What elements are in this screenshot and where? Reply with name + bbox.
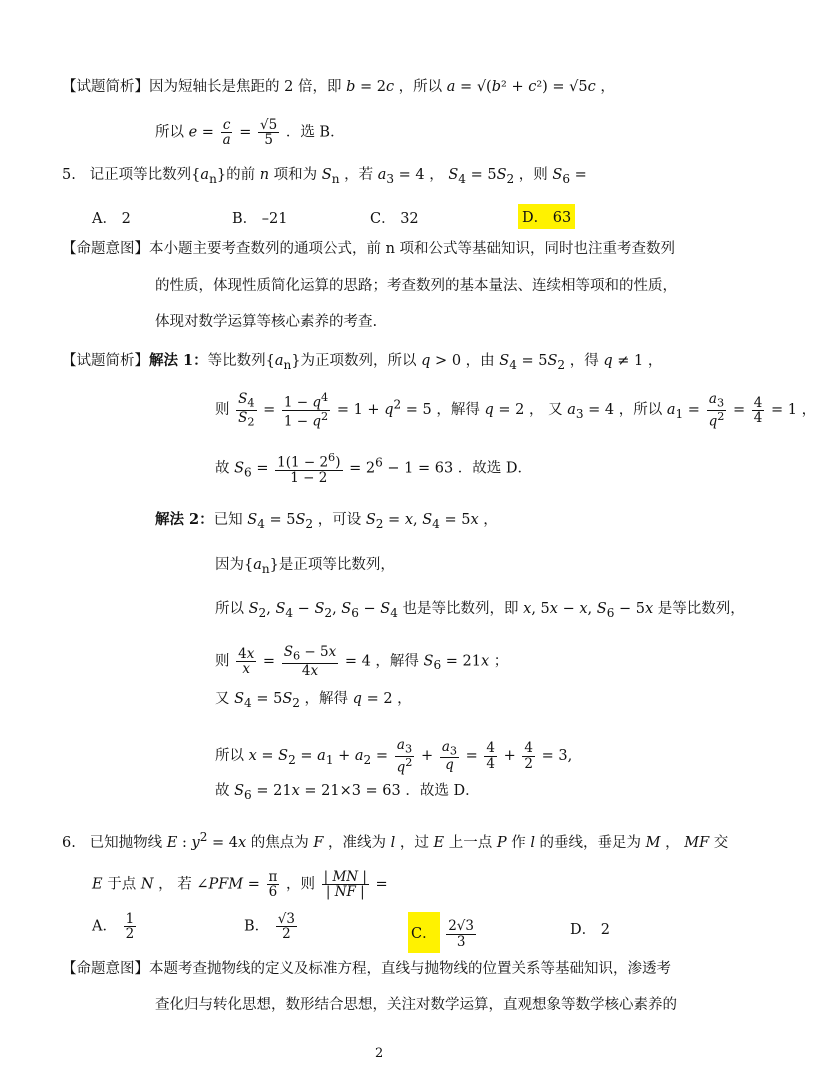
q5-option-d-answer: D． 63 (518, 204, 575, 229)
q6-number: 6. (62, 834, 76, 851)
method2-label: 解法 2： (155, 511, 214, 528)
q6-option-c-answer: C． $\frac{2√3}{3}$ (408, 912, 478, 953)
q5-intent-line1: 【命题意图】本小题主要考查数列的通项公式，前 n 项和公式等基础知识，同时也注重考查数列 (62, 241, 676, 257)
q6-option-d: D． 2 (570, 922, 610, 938)
q5-option-a: A． 2 (92, 211, 131, 227)
q5-method2-line2: 因为$\{a_n\}$是正项等比数列， (215, 557, 395, 576)
q5-method2-line6: 所以 $x = S_2 = a_1 + a_2$ = $\frac{a_3}{q^2}$ + $\frac{a_3}{q}$ = $\frac{4}{4}$ + $\frac{4}{2}$ = 3, (215, 737, 573, 775)
method1-label: 解法 1： (149, 352, 208, 369)
q6-intent-line2: 查化归与转化思想，数形结合思想，关注对数学运算，直观想象等数学核心素养的 (155, 997, 677, 1013)
intent-label: 【命题意图】 (62, 241, 149, 257)
q5-intent-line2: 的性质，体现性质简化运算的思路；考查数列的基本量法、连续相等项和的性质， (155, 278, 677, 294)
analysis-label: 【试题简析】 (62, 79, 149, 95)
q6-option-b: B． $\frac{√3}{2}$ (244, 911, 295, 943)
q6-intent-line1: 【命题意图】本题考查抛物线的定义及标准方程，直线与抛物线的位置关系等基础知识，渗透考 (62, 961, 671, 977)
q6-stem-line2: E 于点 N ， 若 ∠PFM = $\frac{\pi}{6}$ ，则 $\frac{| MN |}{| NF |}$ = (92, 869, 388, 901)
q5-number: 5. (62, 167, 76, 183)
q5-option-b: B． –21 (232, 211, 288, 227)
q5-option-c: C． 32 (370, 211, 419, 227)
q5-method2-line4: 则 $\frac{4x}{x}$ = $\frac{S_6 - 5x}{4x}$ = 4 ，解得 $S_6 = 21x$ ； (215, 644, 509, 679)
q5-method2-line3: 所以 $S_2$, $S_4 - S_2$, $S_6 - S_4$ 也是等比数列，即 x, 5x − x, $S_6 - 5x$ 是等比数列， (215, 601, 745, 620)
page-number: 2 (375, 1046, 384, 1061)
q6-stem-line1: 6. 已知抛物线 E : $y^2 = 4x$ 的焦点为 F ，准线为 l ，过 E 上一点 P 作 l 的垂线，垂足为 M ， MF 交 (62, 830, 729, 851)
q5-method2-line7: 故 $S_6 = 21x = 21\times 3 = 63$ ．故选 D． (215, 783, 480, 802)
q5-method1-line3: 故 $S_6$ = $\frac{1(1 - 2^6)}{1 - 2}$ = $2^6 - 1 = 63$ ．故选 D． (215, 451, 533, 486)
q6-option-a: A． $\frac{1}{2}$ (92, 911, 135, 943)
q5-method1-line1: 【试题简析】解法 1：等比数列$\{a_n\}$为正项数列，所以 q > 0 ，由 $S_4 = 5S_2$ ，得 q ≠ 1 ， (62, 352, 663, 372)
q5-method2-line1: 解法 2：已知 $S_4 = 5S_2$ ，可设 $S_2 = x$, $S_4 = 5x$ ， (155, 511, 498, 531)
q5-stem: 5. 记正项等比数列$\{a_n\}$的前 n 项和为 $S_n$ ，若 $a_3 = 4$ ， $S_4 = 5S_2$ ，则 $S_6$ = (62, 167, 587, 186)
q5-intent-line3: 体现对数学运算等核心素养的考查. (155, 314, 378, 330)
q4-analysis-line1: 【试题简析】因为短轴长是焦距的 2 倍，即 b = 2c ，所以 a = √(b² + c²) = √5c ， (62, 79, 615, 95)
q4-analysis-line2: 所以 e = $\frac{c}{a}$ = $\frac{√5}{5}$ ．选 B． (155, 117, 345, 149)
q5-method2-line5: 又 $S_4 = 5S_2$ ，解得 q = 2 ， (215, 691, 412, 710)
q5-method1-line2: 则 $\frac{S_4}{S_2}$ = $\frac{1 - q^4}{1 - q^2}$ = $1 + q^2 = 5$ ，解得 q = 2 ， 又 $a_3 = 4$ ，所以 $a_1$ = $\frac{a_3}{q^2}$ = $\frac{4}{4}$ = 1 ， (215, 391, 816, 430)
